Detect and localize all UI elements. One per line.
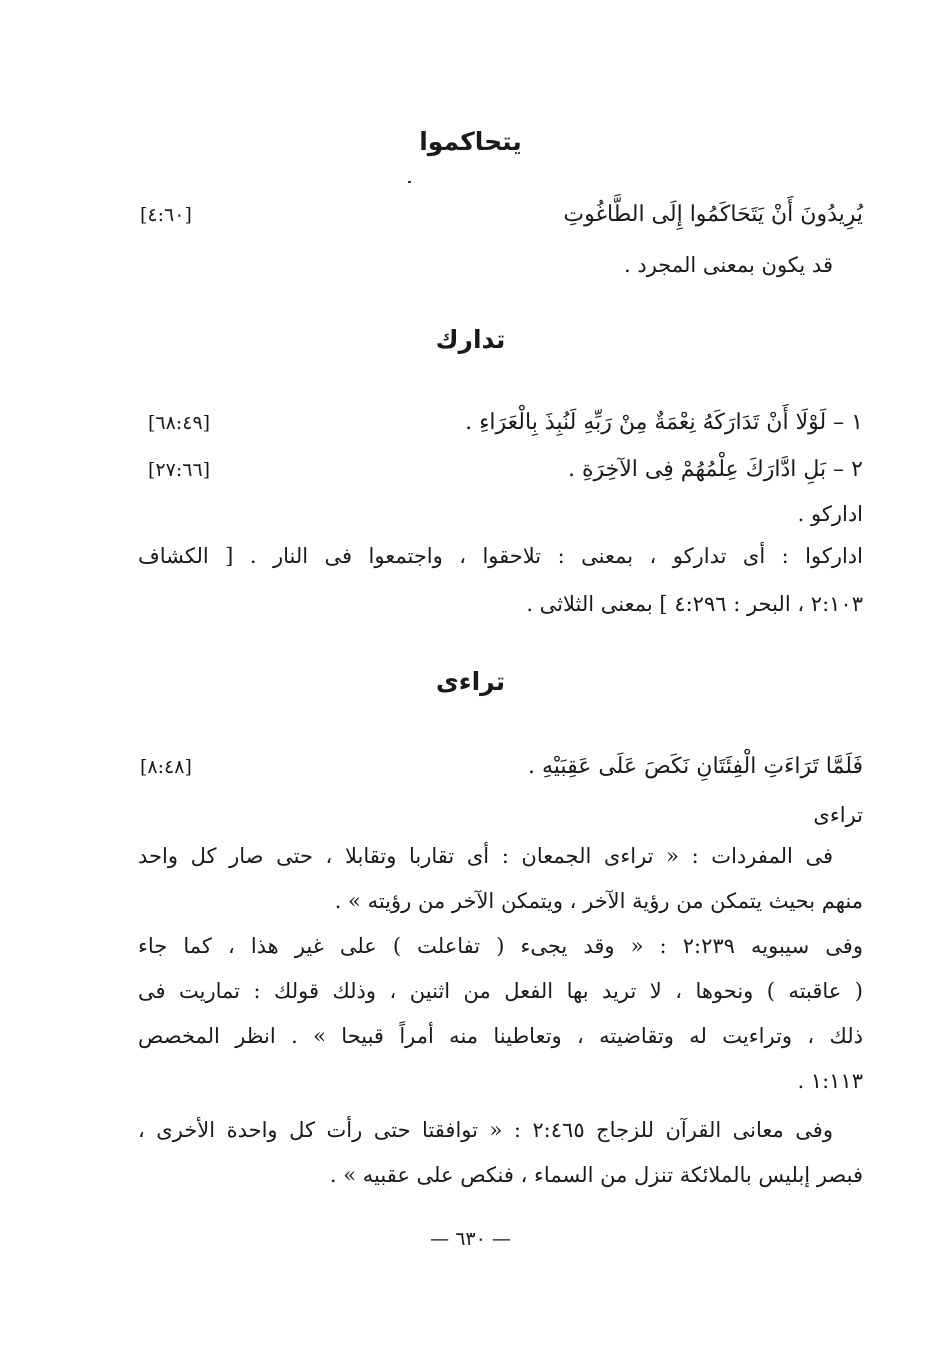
body-line: تراءى bbox=[813, 803, 863, 827]
body-line: اداركوا : أى تداركو ، بمعنى : تلاحقوا ، واجتمعوا فى النار . [ الكشاف bbox=[138, 544, 863, 568]
verse-line: فَلَمَّا تَرَاءَتِ الْفِئَتَانِ نَكَصَ عَلَى عَقِبَيْهِ . bbox=[528, 754, 863, 779]
body-line: ( عاقبته ) ونحوها ، لا تريد بها الفعل من اثنين ، وذلك قولك : تماريت فى bbox=[138, 979, 863, 1003]
body-line: فى المفردات : « تراءى الجمعان : أى تقاربا وتقابلا ، حتى صار كل واحد bbox=[138, 844, 833, 868]
section-heading-taraa: تراءى bbox=[435, 667, 506, 696]
page-number: — ٦٣٠ — bbox=[430, 1228, 511, 1250]
section-heading-yatahakamu: يتحاكموا bbox=[419, 127, 522, 156]
verse-reference: [٤:٦٠] bbox=[140, 204, 192, 226]
body-line: وفى معانى القرآن للزجاج ٢:٤٦٥ : « توافقتا حتى رأت كل واحدة الأخرى ، bbox=[138, 1118, 833, 1142]
body-line: اداركو . bbox=[797, 502, 863, 526]
verse-line: ٢ – بَلِ ادَّارَكَ عِلْمُهُمْ فِى الآخِرَةِ . bbox=[567, 457, 863, 482]
body-line: منهم بحيث يتمكن من رؤية الآخر ، ويتمكن الآخر من رؤيته » . bbox=[334, 889, 863, 913]
body-line: ١:١١٣ . bbox=[797, 1069, 863, 1093]
scan-speck bbox=[408, 181, 411, 183]
verse-reference: [٢٧:٦٦] bbox=[148, 459, 211, 481]
body-line: ٢:١٠٣ ، البحر : ٤:٢٩٦ ] بمعنى الثلاثى . bbox=[526, 592, 863, 616]
verse-reference: [٨:٤٨] bbox=[140, 756, 192, 778]
body-line: فبصر إبليس بالملائكة تنزل من السماء ، فنكص على عقبيه » . bbox=[329, 1163, 863, 1187]
body-line: ذلك ، وتراءيت له وتقاضيته ، وتعاطينا منه أمراً قبيحا » . انظر المخصص bbox=[138, 1024, 863, 1048]
body-line: وفى سيبويه ٢:٢٣٩ : « وقد يجىء ( تفاعلت ) على غير هذا ، كما جاء bbox=[138, 934, 863, 958]
verse-line: ١ – لَوْلَا أَنْ تَدَارَكَهُ نِعْمَةٌ مِنْ رَبِّهِ لَنُبِذَ بِالْعَرَاءِ . bbox=[465, 410, 863, 435]
verse-reference: [٦٨:٤٩] bbox=[148, 412, 211, 434]
verse-line: يُرِيدُونَ أَنْ يَتَحَاكَمُوا إِلَى الطَّاغُوتِ bbox=[563, 202, 863, 227]
note-line: قد يكون بمعنى المجرد . bbox=[624, 253, 833, 277]
section-heading-tadaraka: تدارك bbox=[435, 325, 506, 354]
